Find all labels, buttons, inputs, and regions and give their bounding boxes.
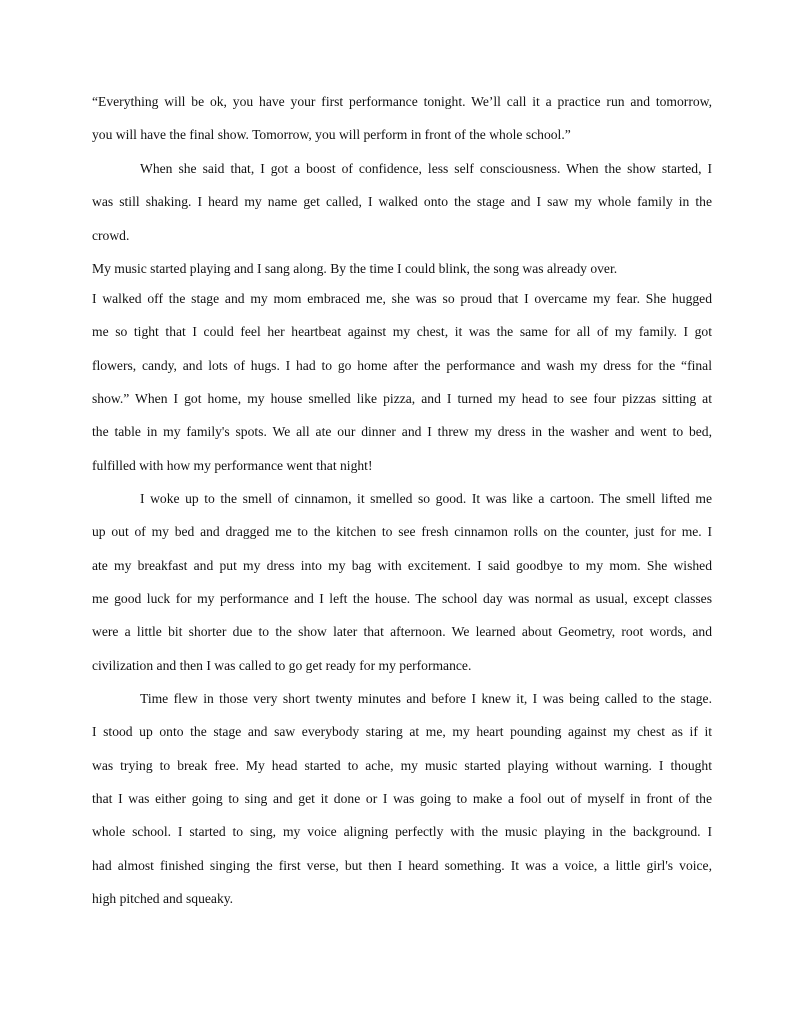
text-line: me so tight that I could feel her heartbeat against my chest, it was the same for all of my family. I got — [92, 324, 712, 339]
text-line: civilization and then I was called to go get ready for my performance. — [92, 658, 472, 673]
text-line: I stood up onto the stage and saw everybody staring at me, my heart pounding against my chest as if it — [92, 724, 712, 739]
text-line: When she said that, I got a boost of confidence, less self consciousness. When the show started, I — [140, 161, 712, 176]
text-line: high pitched and squeaky. — [92, 891, 234, 906]
text-line: show.” When I got home, my house smelled like pizza, and I turned my head to see four pizzas sitting at — [92, 391, 712, 406]
text-line: that I was either going to sing and get it done or I was going to make a fool out of myself in front of the — [92, 791, 712, 806]
text-line: My music started playing and I sang along. By the time I could blink, the song was already over. — [92, 261, 618, 276]
text-line: you will have the final show. Tomorrow, you will perform in front of the whole school.” — [92, 127, 571, 142]
text-line: ate my breakfast and put my dress into my bag with excitement. I said goodbye to my mom. She wished — [92, 558, 712, 573]
text-line: were a little bit shorter due to the show later that afternoon. We learned about Geometry, root words, and — [92, 624, 712, 639]
text-line: me good luck for my performance and I left the house. The school day was normal as usual, except classes — [92, 591, 712, 606]
text-line: had almost finished singing the first verse, but then I heard something. It was a voice, a little girl's voice, — [92, 858, 712, 873]
text-line: Time flew in those very short twenty minutes and before I knew it, I was being called to the stage. — [140, 691, 712, 706]
text-line: fulfilled with how my performance went that night! — [92, 458, 373, 473]
text-line: was still shaking. I heard my name get called, I walked onto the stage and I saw my whole family in the — [92, 194, 712, 209]
text-line: the table in my family's spots. We all ate our dinner and I threw my dress in the washer and went to bed, — [92, 424, 712, 439]
text-line: I walked off the stage and my mom embraced me, she was so proud that I overcame my fear. She hugged — [92, 291, 712, 306]
text-line: up out of my bed and dragged me to the kitchen to see fresh cinnamon rolls on the counter, just for me. I — [92, 524, 712, 539]
text-line: crowd. — [92, 228, 130, 243]
text-line: “Everything will be ok, you have your first performance tonight. We’ll call it a practice run and tomorrow, — [92, 94, 712, 109]
text-line: was trying to break free. My head started to ache, my music started playing without warning. I thought — [92, 758, 712, 773]
text-line: flowers, candy, and lots of hugs. I had to go home after the performance and wash my dress for the “final — [92, 358, 712, 373]
text-line: whole school. I started to sing, my voice aligning perfectly with the music playing in the background. I — [92, 824, 712, 839]
text-line: I woke up to the smell of cinnamon, it smelled so good. It was like a cartoon. The smell lifted me — [140, 491, 712, 506]
